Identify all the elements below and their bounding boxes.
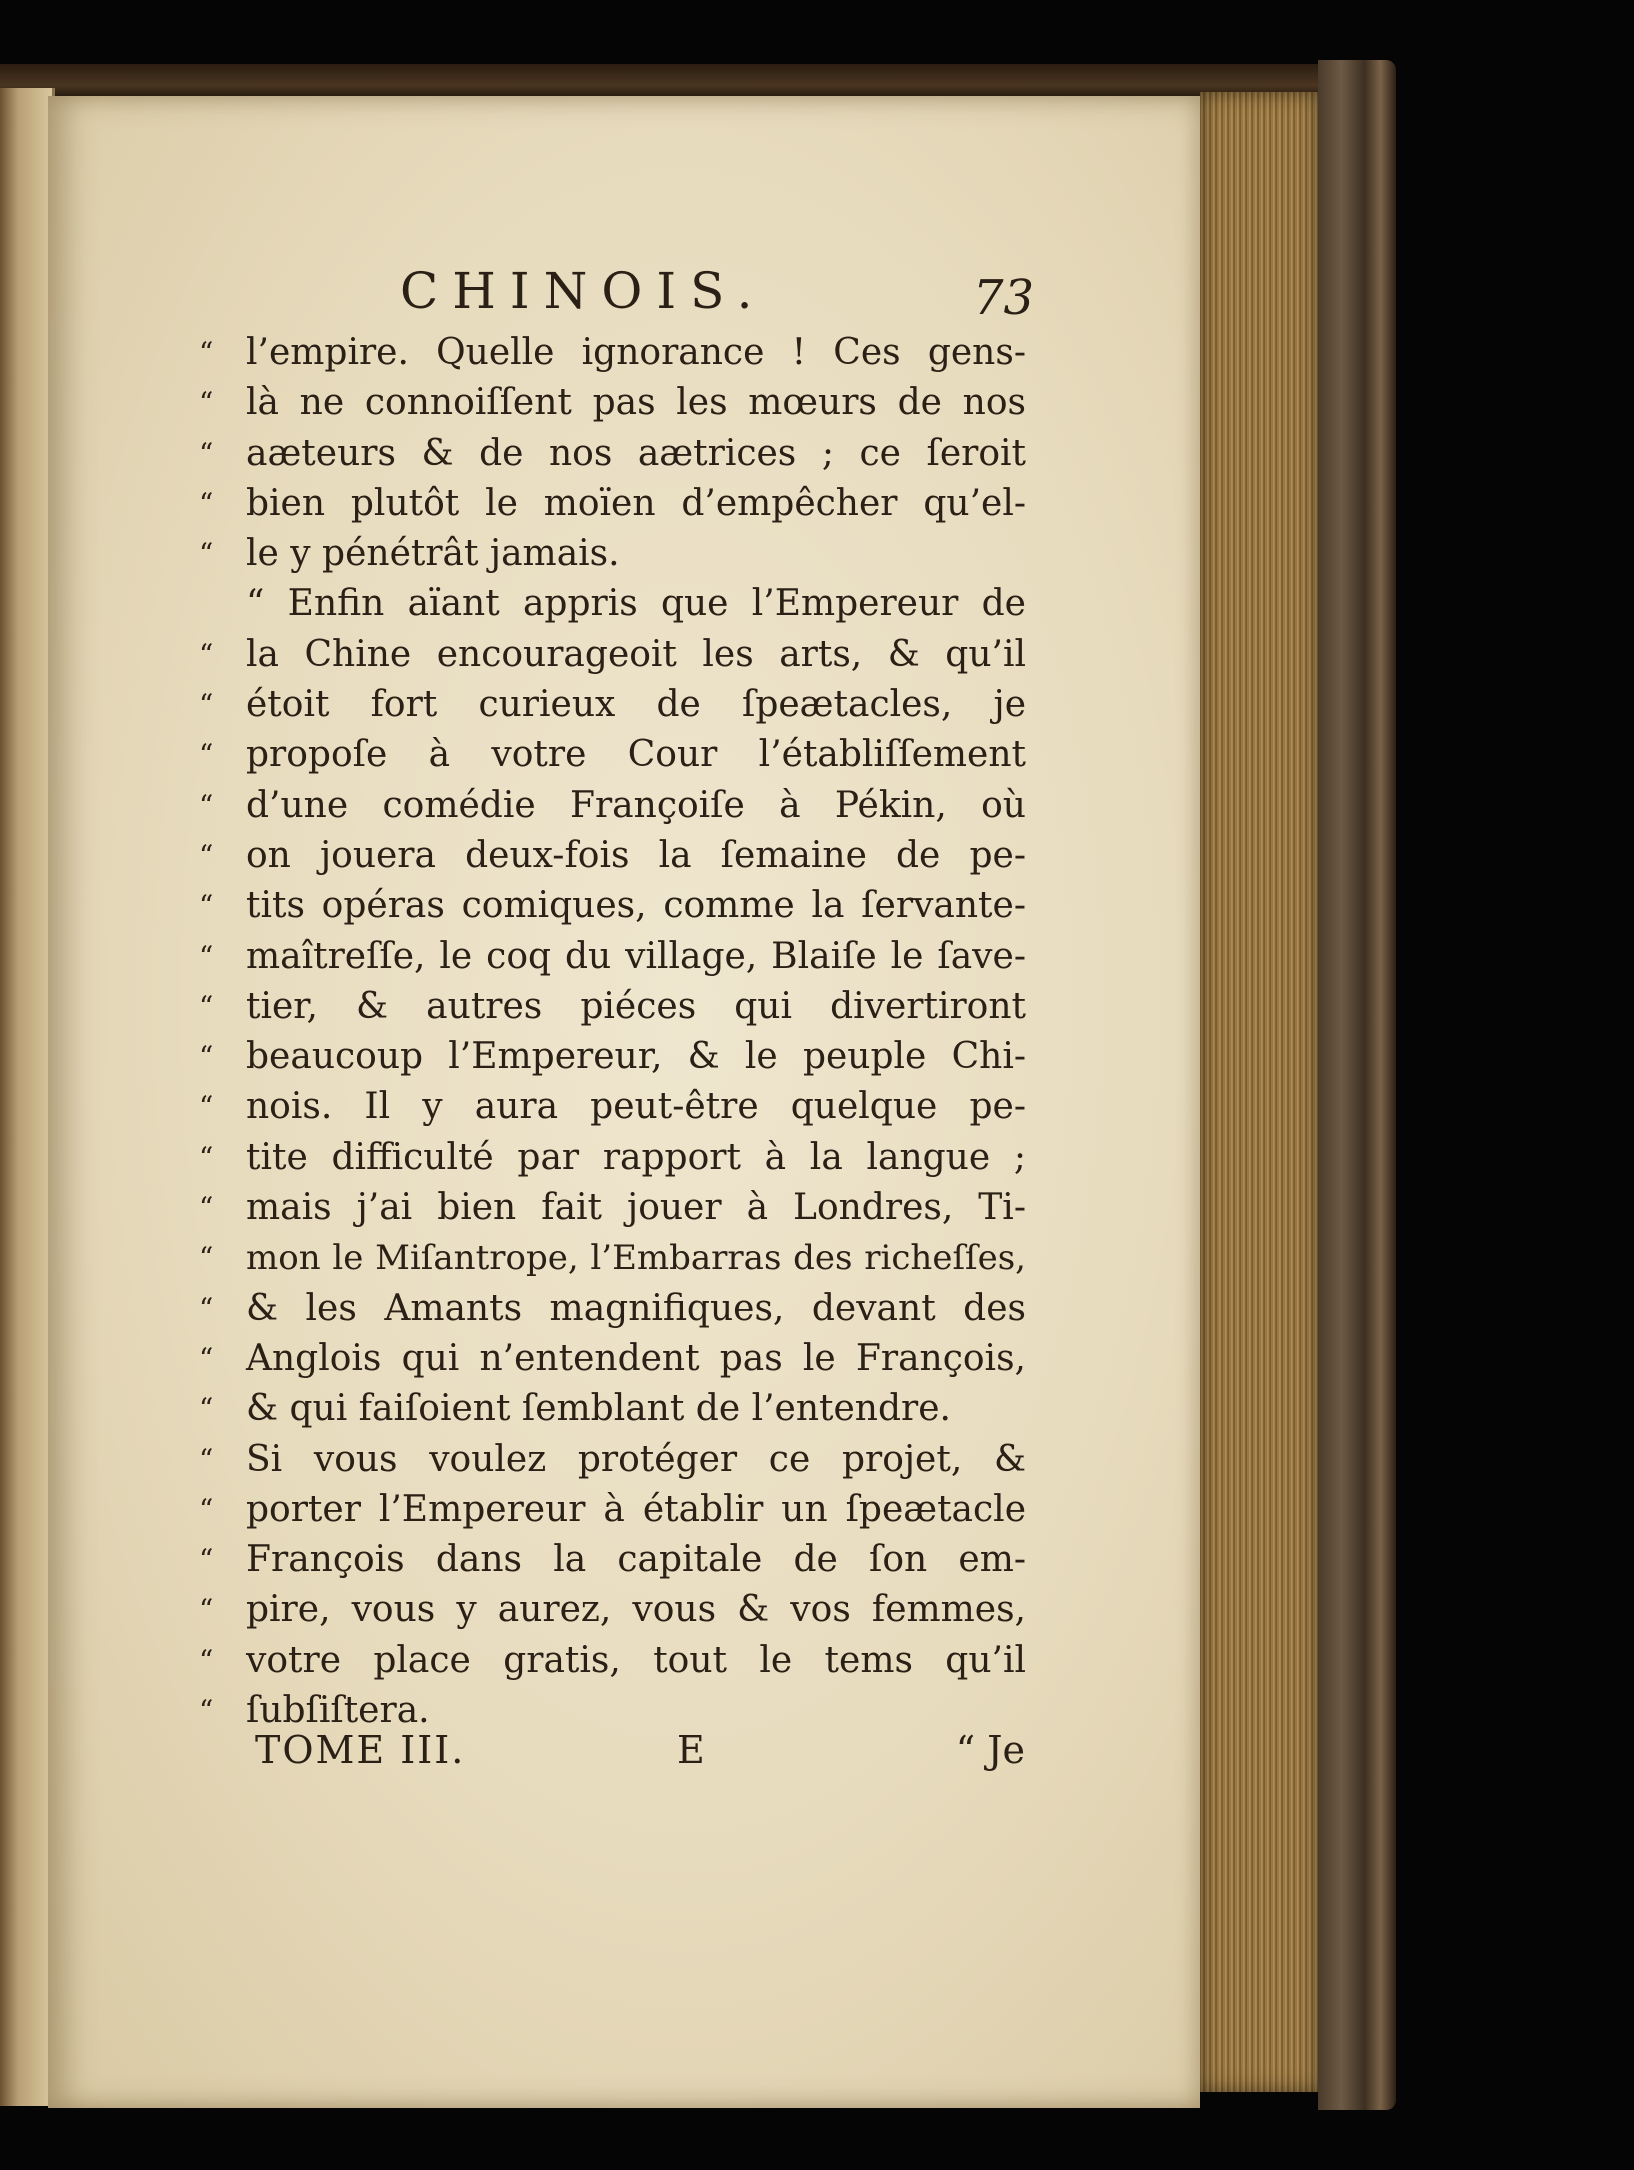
quote-mark: “ [199, 1090, 214, 1124]
quote-mark: “ [199, 939, 214, 973]
quote-mark: “ [199, 1140, 214, 1174]
quote-mark: “ [199, 1191, 214, 1225]
text-line: d’une comédie Françoiſe à Pékin, où [246, 784, 1026, 826]
quote-mark: “ [199, 788, 214, 822]
quote-mark: “ [199, 1643, 214, 1677]
text-line: étoit fort curieux de ſpeætacles, je [246, 684, 1026, 726]
running-head: CHINOIS. [400, 262, 767, 320]
catchword: “ Je [955, 1728, 1025, 1772]
text-line: Anglois qui n’entendent pas le François, [246, 1337, 1026, 1379]
quote-mark: “ [199, 1040, 214, 1074]
quote-mark: “ [199, 688, 214, 722]
quote-mark: “ [199, 537, 214, 571]
quote-mark [199, 579, 213, 629]
text-line: porter l’Empereur à établir un ſpeætacle [246, 1488, 1026, 1530]
quote-mark: “ [199, 1492, 214, 1526]
quote-mark: “ [199, 1392, 214, 1426]
text-line: François dans la capitale de ſon em- [246, 1539, 1026, 1581]
text-line: mon le Miſantrope, l’Embarras des richeſſes, [246, 1238, 1026, 1279]
page-edges [1200, 92, 1320, 2092]
text-line: la Chine encourageoit les arts, & qu’il [246, 633, 1026, 675]
quote-mark: “ [199, 1442, 214, 1476]
quote-mark: “ [199, 386, 214, 420]
signature-line: TOME III. [255, 1728, 466, 1772]
text-line: aæteurs & de nos aætrices ; ce ſeroit [246, 432, 1026, 474]
text-line: tite difficulté par rapport à la langue ; [246, 1136, 1026, 1178]
quote-mark: “ [199, 1341, 214, 1375]
text-line: propoſe à votre Cour l’établiſſement [246, 734, 1026, 776]
text-line: & qui faiſoient ſemblant de l’entendre. [246, 1388, 951, 1430]
quote-mark: “ [199, 436, 214, 470]
signature-mark: E [677, 1728, 705, 1772]
text-line: tier, & autres piéces qui divertiront [246, 985, 1026, 1027]
quote-mark: “ [199, 486, 214, 520]
quote-mark: “ [199, 336, 214, 369]
text-line: beaucoup l’Empereur, & le peuple Chi- [246, 1036, 1026, 1078]
quote-mark: “ [199, 889, 214, 923]
text-line: bien plutôt le moïen d’empêcher qu’el- [246, 482, 1026, 524]
text-line: le y pénétrât jamais. [246, 533, 620, 575]
text-line: & les Amants magnifiques, devant des [246, 1287, 1026, 1329]
quote-mark-column [199, 328, 213, 1736]
quote-mark: “ [199, 989, 214, 1023]
text-line: pire, vous y aurez, vous & vos femmes, [246, 1589, 1026, 1631]
body-text [246, 328, 1026, 1736]
quote-mark: “ [199, 1291, 214, 1325]
text-line: là ne connoiſſent pas les mœurs de nos [246, 382, 1026, 424]
text-line: ſubſiſtera. [246, 1690, 430, 1732]
text-line: votre place gratis, tout le tems qu’il [246, 1639, 1026, 1681]
text-line: nois. Il y aura peut-être quelque pe- [246, 1086, 1026, 1128]
book-binding [1318, 60, 1396, 2110]
page-number: 73 [973, 270, 1035, 326]
quote-mark: “ [199, 838, 214, 872]
quote-mark: “ [199, 738, 214, 772]
quote-mark: “ [199, 1241, 214, 1275]
quote-mark: “ [199, 637, 214, 671]
quote-mark: “ [199, 1694, 214, 1728]
text-line: Si vous voulez protéger ce projet, & [246, 1438, 1026, 1480]
text-line: “ Enfin aïant appris que l’Empereur de [246, 583, 1026, 625]
left-page-edge [0, 88, 55, 2106]
text-line: maîtreſſe, le coq du village, Blaiſe le ſave- [246, 935, 1026, 977]
text-line: mais j’ai bien fait jouer à Londres, Ti- [246, 1187, 1026, 1229]
quote-mark: “ [199, 1593, 214, 1627]
quote-mark: “ [199, 1543, 214, 1577]
text-line: tits opéras comiques, comme la ſervante- [246, 885, 1026, 927]
text-line: on jouera deux-fois la ſemaine de pe- [246, 834, 1026, 876]
text-line: l’empire. Quelle ignorance ! Ces gens- [246, 332, 1026, 373]
book-cover-top [0, 64, 1385, 100]
